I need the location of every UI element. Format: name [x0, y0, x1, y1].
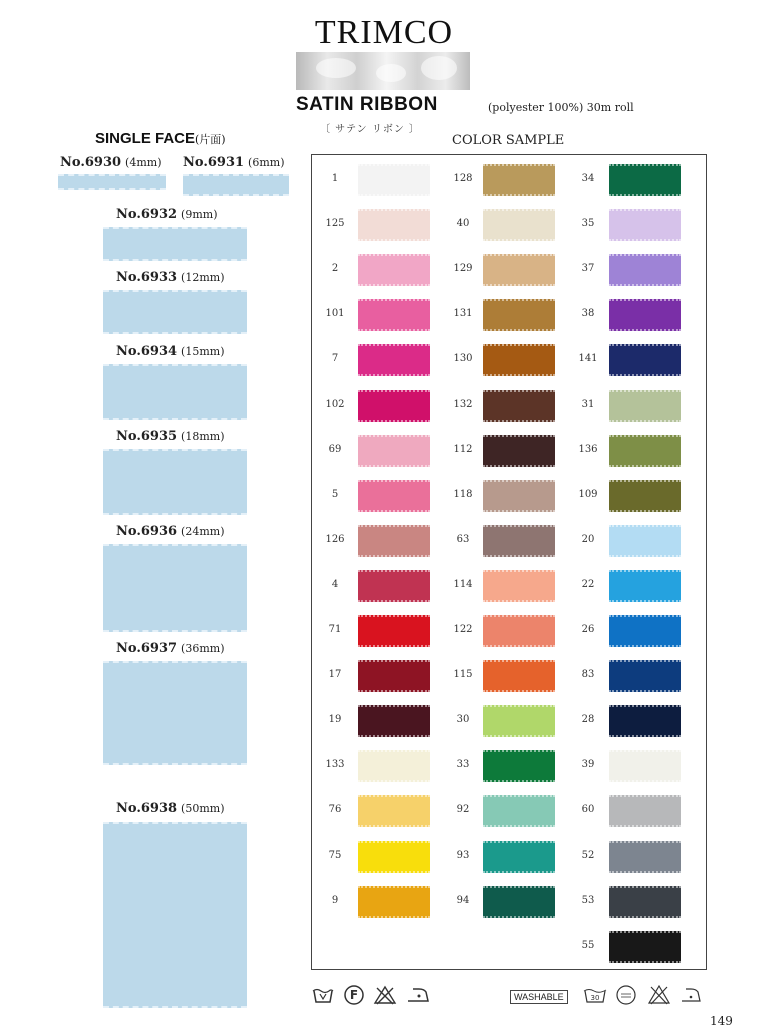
color-swatch	[609, 435, 681, 467]
color-code: 129	[453, 263, 473, 275]
no-bleach-icon	[372, 984, 398, 1006]
color-swatch	[609, 750, 681, 782]
size-label-6934: No.6934 (15mm)	[116, 344, 225, 359]
color-swatch	[609, 705, 681, 737]
color-swatch	[358, 795, 430, 827]
size-swatch-6933	[103, 290, 247, 334]
color-swatch	[358, 299, 430, 331]
color-code: 33	[456, 759, 470, 771]
single-face-heading	[95, 130, 226, 147]
color-swatch	[609, 390, 681, 422]
color-code: 9	[331, 894, 339, 906]
product-kana: 〔 サテン リボン 〕	[320, 124, 421, 135]
page-number: 149	[710, 1014, 733, 1028]
color-code: 141	[578, 353, 598, 365]
color-swatch	[358, 164, 430, 196]
color-code: 60	[581, 804, 595, 816]
size-swatch-6938	[103, 822, 247, 1008]
color-code: 1	[331, 173, 339, 184]
color-swatch	[483, 705, 555, 737]
color-swatch	[483, 660, 555, 692]
color-code: 7	[331, 353, 339, 365]
color-code: 76	[328, 804, 342, 816]
color-sample-grid	[311, 154, 707, 970]
color-swatch	[483, 525, 555, 557]
color-code: 75	[328, 849, 342, 861]
size-swatch-6936	[103, 544, 247, 632]
wash-basin-icon	[311, 984, 335, 1006]
color-code: 39	[581, 759, 595, 771]
color-swatch	[358, 841, 430, 873]
color-code: 5	[331, 488, 339, 500]
color-code: 101	[325, 308, 345, 320]
color-code: 69	[328, 443, 342, 455]
color-code: 115	[453, 669, 473, 681]
color-swatch	[483, 750, 555, 782]
size-swatch-6932	[103, 227, 247, 261]
color-swatch	[609, 299, 681, 331]
color-code: 34	[581, 173, 595, 184]
color-swatch	[483, 209, 555, 241]
color-code: 20	[581, 533, 595, 545]
color-code: 93	[456, 849, 470, 861]
color-code: 19	[328, 714, 342, 726]
color-code: 94	[456, 894, 470, 906]
color-code: 131	[453, 308, 473, 320]
color-swatch	[483, 164, 555, 196]
size-label-6932: No.6932 (9mm)	[116, 207, 218, 222]
color-swatch	[609, 209, 681, 241]
color-swatch	[483, 886, 555, 918]
color-swatch	[358, 570, 430, 602]
color-swatch	[358, 390, 430, 422]
color-swatch	[609, 931, 681, 963]
color-swatch	[483, 615, 555, 647]
ribbon-photo	[296, 52, 470, 90]
svg-text:30: 30	[590, 994, 600, 1002]
color-code: 102	[325, 398, 345, 410]
color-code: 37	[581, 263, 595, 275]
color-code: 31	[581, 398, 595, 410]
color-sample-title: COLOR SAMPLE	[452, 133, 565, 148]
size-label-6935: No.6935 (18mm)	[116, 429, 225, 444]
color-swatch	[358, 254, 430, 286]
dry-clean-icon	[614, 984, 638, 1006]
color-code: 38	[581, 308, 595, 320]
size-label-6930: No.6930 (4mm)	[60, 155, 162, 170]
size-label-6936: No.6936 (24mm)	[116, 524, 225, 539]
color-swatch	[483, 299, 555, 331]
color-swatch	[358, 750, 430, 782]
color-code: 130	[453, 353, 473, 365]
color-code: 63	[456, 533, 470, 545]
color-swatch	[358, 525, 430, 557]
color-swatch	[358, 344, 430, 376]
color-swatch	[609, 795, 681, 827]
size-swatch-6934	[103, 364, 247, 420]
product-spec: (polyester 100%) 30m roll	[488, 101, 634, 114]
color-code: 133	[325, 759, 345, 771]
color-swatch	[609, 480, 681, 512]
color-swatch	[609, 525, 681, 557]
color-code: 136	[578, 443, 598, 455]
color-swatch	[609, 615, 681, 647]
color-swatch	[483, 570, 555, 602]
color-swatch	[358, 886, 430, 918]
color-swatch	[358, 480, 430, 512]
color-swatch	[483, 435, 555, 467]
color-swatch	[609, 886, 681, 918]
color-swatch	[483, 344, 555, 376]
color-swatch	[609, 164, 681, 196]
brand-logo: TRIMCO	[314, 14, 454, 51]
iron-low-icon	[678, 984, 704, 1006]
size-swatch-6931	[183, 174, 289, 196]
color-swatch	[609, 570, 681, 602]
color-code: 35	[581, 218, 595, 230]
color-code: 71	[328, 624, 342, 635]
color-code: 40	[456, 218, 470, 230]
color-code: 26	[581, 624, 595, 635]
svg-text:F: F	[349, 988, 359, 1002]
size-swatch-6935	[103, 449, 247, 515]
color-swatch	[609, 841, 681, 873]
color-swatch	[483, 254, 555, 286]
color-swatch	[483, 480, 555, 512]
product-title: SATIN RIBBON	[296, 94, 438, 115]
color-swatch	[358, 660, 430, 692]
wash-30-icon	[582, 984, 608, 1006]
size-label-6933: No.6933 (12mm)	[116, 270, 225, 285]
size-label-6938: No.6938 (50mm)	[116, 801, 225, 816]
color-swatch	[483, 795, 555, 827]
size-label-6931: No.6931 (6mm)	[183, 155, 285, 170]
color-code: 114	[453, 578, 473, 590]
color-swatch	[358, 209, 430, 241]
color-code: 22	[581, 578, 595, 590]
iron-icon	[404, 984, 432, 1006]
color-code: 30	[456, 714, 470, 726]
color-code: 28	[581, 714, 595, 726]
washable-label: WASHABLE	[510, 990, 568, 1004]
color-swatch	[358, 705, 430, 737]
color-code: 126	[325, 533, 345, 545]
color-code: 2	[331, 263, 339, 275]
color-code: 118	[453, 488, 473, 500]
color-swatch	[483, 841, 555, 873]
single-face-label: SINGLE FACE	[95, 130, 196, 147]
single-face-kanji: (片面)	[195, 133, 226, 146]
color-code: 52	[581, 849, 595, 861]
color-swatch	[609, 254, 681, 286]
color-code: 109	[578, 488, 598, 500]
color-code: 4	[331, 578, 339, 590]
color-code: 132	[453, 398, 473, 410]
no-tumble-icon	[646, 984, 672, 1006]
color-code: 17	[328, 669, 342, 681]
dry-clean-f-icon	[342, 984, 366, 1006]
color-swatch	[609, 660, 681, 692]
color-code: 55	[581, 939, 595, 951]
color-code: 112	[453, 443, 473, 455]
color-code: 122	[453, 624, 473, 635]
size-swatch-6937	[103, 661, 247, 765]
color-swatch	[358, 435, 430, 467]
color-code: 128	[453, 173, 473, 184]
size-label-6937: No.6937 (36mm)	[116, 641, 225, 656]
color-swatch	[609, 344, 681, 376]
color-swatch	[483, 390, 555, 422]
color-swatch	[358, 615, 430, 647]
size-swatch-6930	[58, 174, 166, 190]
color-code: 125	[325, 218, 345, 230]
color-code: 92	[456, 804, 470, 816]
color-code: 53	[581, 894, 595, 906]
color-code: 83	[581, 669, 595, 681]
